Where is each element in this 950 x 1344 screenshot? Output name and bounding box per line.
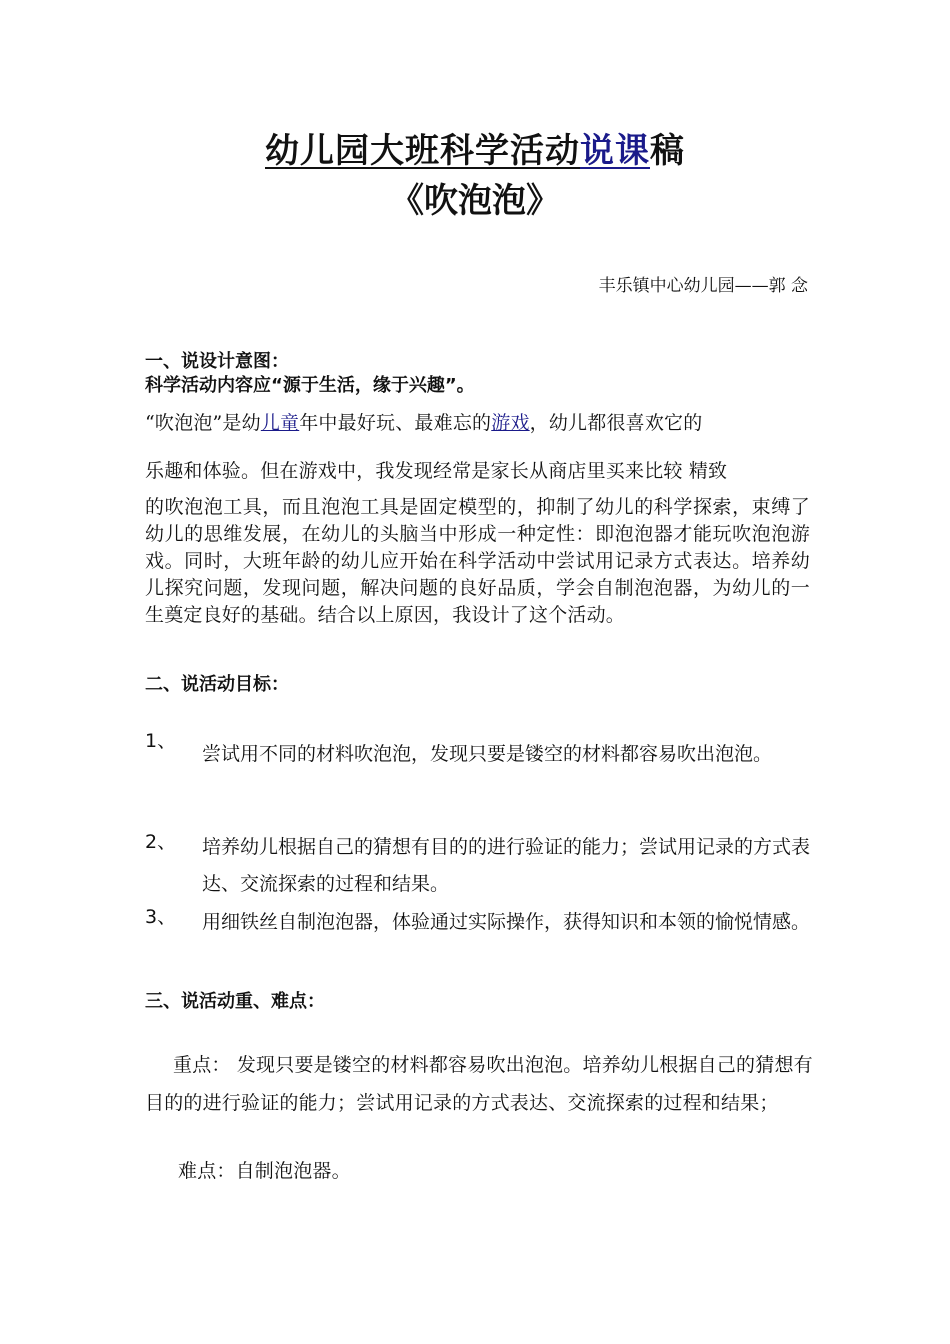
author-line: 丰乐镇中心幼儿园——郭 念 <box>598 276 808 296</box>
section3-heading: 三、说活动重、难点： <box>145 991 325 1012</box>
goal-1-text: 尝试用不同的材料吹泡泡，发现只要是镂空的材料都容易吹出泡泡。 <box>202 743 773 765</box>
link-youxi[interactable]: 游戏 <box>491 412 530 434</box>
section1-line1 <box>145 410 810 436</box>
title-part-1: 幼儿园大班科学活动 <box>265 131 580 171</box>
text-span: “吹泡泡”是幼 <box>145 412 261 434</box>
section1-subheading: 科学活动内容应“源于生活，缘于兴趣”。 <box>145 375 475 396</box>
goal-3-text: 用细铁丝自制泡泡器，体验通过实际操作，获得知识和本领的愉悦情感。 <box>202 911 811 933</box>
section1-heading: 一、说设计意图： <box>145 351 289 372</box>
goal-3-number: 3、 <box>145 906 177 928</box>
goal-2-text: 培养幼儿根据自己的猜想有目的的进行验证的能力；尝试用记录的方式表达、交流探索的过程和结果。 <box>202 836 811 895</box>
goal-1-number: 1、 <box>145 730 177 752</box>
text-span: ，幼儿都很喜欢它的 <box>529 412 703 434</box>
text-span: 年中最好玩、最难忘的 <box>299 412 492 434</box>
section1-body: 的吹泡泡工具，而且泡泡工具是固定模型的，抑制了幼儿的科学探索，束缚了幼儿的思维发展，在幼儿的头脑当中形成一种定性：即泡泡器才能玩吹泡泡游戏。同时，大班年龄的幼儿应开始在科学活动中尝试用记录方式表达。培养幼儿探究问题，发现问题，解决问题的良好品质，学会自制泡泡器，为幼儿的一生奠定良好的基础。结合以上原因，我设计了这个活动。 <box>145 496 810 626</box>
title-part-3: 稿 <box>650 131 685 171</box>
section2-heading: 二、说活动目标： <box>145 674 289 695</box>
title-link-shuoke[interactable]: 说课 <box>580 131 650 171</box>
document-subtitle: 《吹泡泡》 <box>390 181 560 221</box>
difficulty-text: 难点：自制泡泡器。 <box>178 1160 351 1182</box>
goal-2-number: 2、 <box>145 831 177 853</box>
link-ertong[interactable]: 儿童 <box>260 412 300 434</box>
key-point-text: 重点： 发现只要是镂空的材料都容易吹出泡泡。培养幼儿根据自己的猜想有目的的进行验证的能力；尝试用记录的方式表达、交流探索的过程和结果； <box>145 1054 813 1114</box>
document-title <box>0 128 950 174</box>
section1-line2: 乐趣和体验。但在游戏中，我发现经常是家长从商店里买来比较 精致 <box>145 460 728 482</box>
